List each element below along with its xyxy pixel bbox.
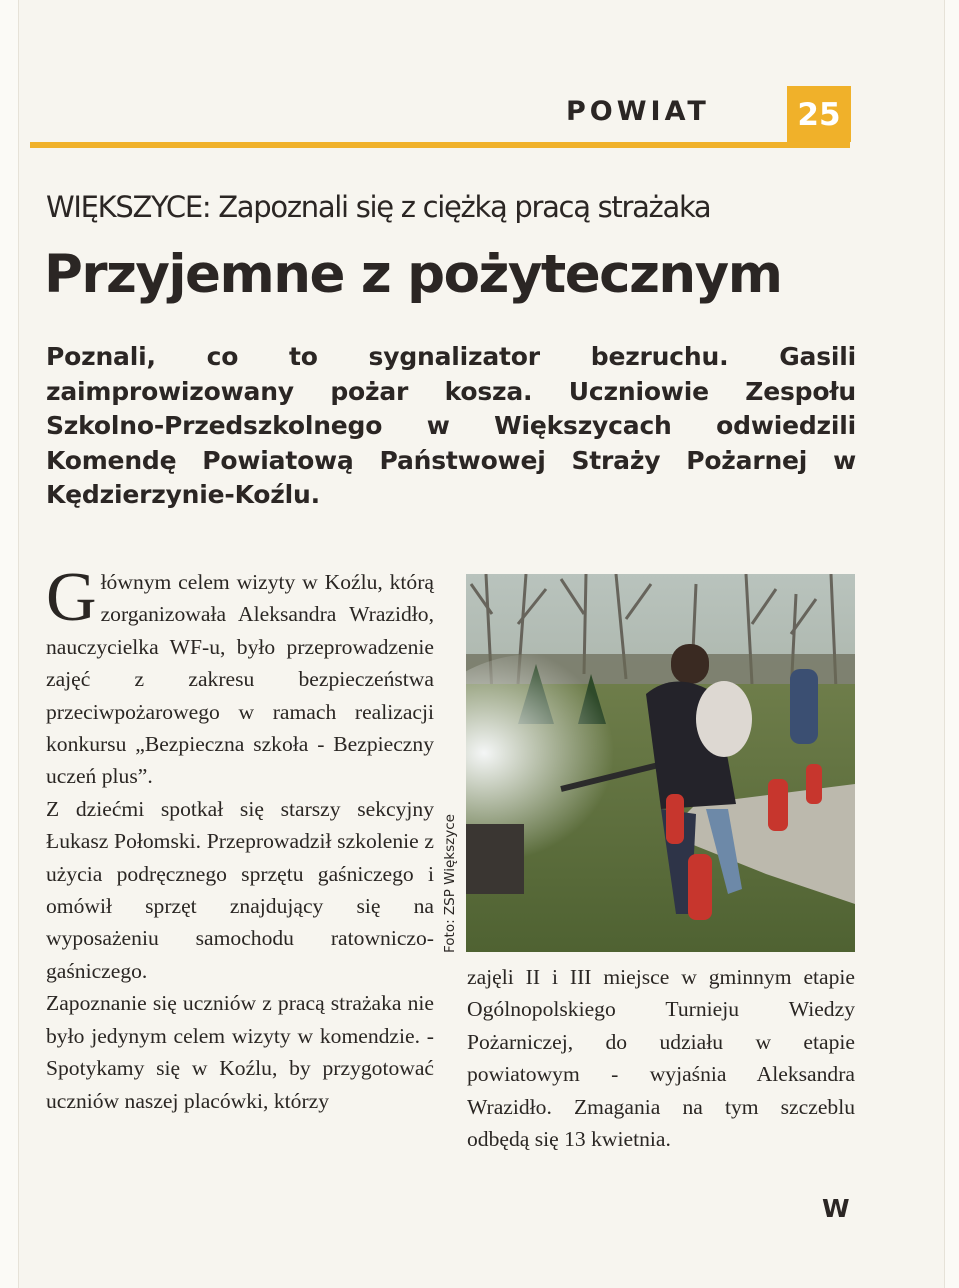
header-rule <box>30 142 850 148</box>
article-photo <box>466 574 855 952</box>
photo-credit: Foto: ZSP Większyce <box>442 814 458 953</box>
body-paragraph-1 <box>46 559 434 793</box>
article-headline: Przyjemne z pożytecznym <box>44 244 782 305</box>
article-kicker: WIĘKSZYCE: Zapoznali się z ciężką pracą strażaka <box>46 190 711 224</box>
article-body-right-column <box>467 961 855 1155</box>
body-paragraph-1-text: łównym celem wizyty w Koźlu, którą zorganizowała Aleksandra Wrazidło, nauczycielka WF-u, było przeprowadzenie zajęć z zakresu bezpieczeństwa przeciwpożarowego w ramach realizacji konkursu „Bezpieczna szkoła - Bezpieczny uczeń plus”. <box>46 570 434 789</box>
body-paragraph-3: Zapoznanie się uczniów z pracą strażaka nie było jedynym celem wizyty w komendzie. - Spotykamy się w Koźlu, by przygotować uczniów naszej placówki, którzy <box>46 991 434 1113</box>
page-number: 25 <box>787 86 851 142</box>
body-paragraph-2: Z dziećmi spotkał się starszy sekcyjny Łukasz Połomski. Przeprowadził szkolenie z użycia podręcznego sprzętu gaśniczego i omówił sprzęt znajdujący się na wyposażeniu samochodu ratowniczo-gaśniczego. <box>46 796 434 983</box>
article-body-left-column <box>46 559 434 1117</box>
article-lead: Poznali, co to sygnalizator bezruchu. Gasili zaimprowizowany pożar kosza. Uczniowie Zespołu Szkolno-Przedszkolnego w Większycach odwiedzili Komendę Powiatową Państwowej Straży Pożarnej w Kędzierzynie-Koźlu. <box>46 342 856 509</box>
author-signature: W <box>822 1194 850 1223</box>
body-right-paragraph: zajęli II i III miejsce w gminnym etapie Ogólnopolskiego Turnieju Wiedzy Pożarniczej, do udziału w etapie powiatowym - wyjaśnia Aleksandra Wrazidło. Zmagania na tym szczeblu odbędą się 13 kwietnia. <box>467 965 855 1152</box>
dropcap: G <box>46 559 97 636</box>
section-name: POWIAT <box>566 96 710 127</box>
